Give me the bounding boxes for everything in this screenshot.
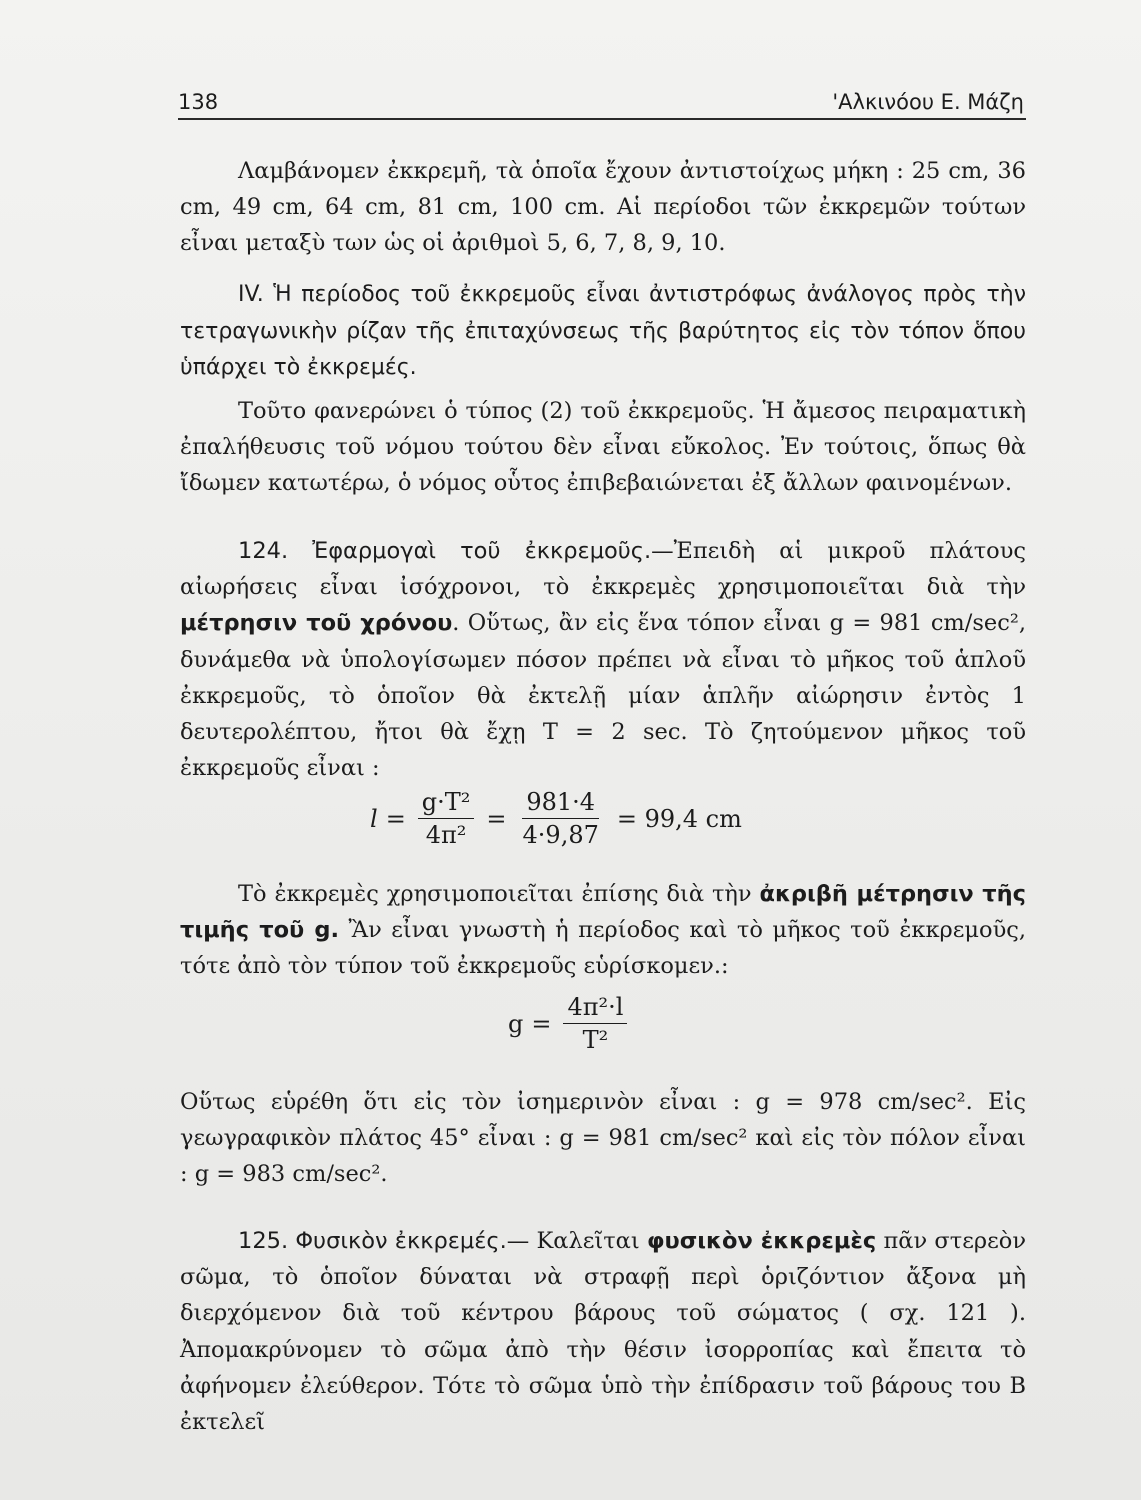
law-iv-paragraph: IV. Ἡ περίοδος τοῦ ἐκκρεμοῦς εἶναι ἀντιστρόφως ἀνάλογος πρὸς τὴν τετραγωνικὴν ρίζαν τῆς ἐπιταχύνσεως τῆς βαρύτητος εἰς τὸν τόπον ὅπου ὑπάρχει τὸ ἐκκρεμές.: [180, 282, 1026, 380]
page-number: 138: [178, 90, 219, 114]
fraction-2-numerator: 981·4: [522, 788, 599, 819]
fraction-2-denominator: 4·9,87: [522, 821, 599, 849]
formula-gravity-eq: =: [531, 1009, 552, 1038]
formula-length-result: = 99,4 cm: [616, 804, 742, 833]
formula-length-lhs: l: [370, 804, 378, 833]
section-125-text-b: πᾶν στερεὸν σῶμα, τὸ ὁποῖον δύναται νὰ στραφῇ περὶ ὁριζόντιον ἄξονα μὴ διερχόμενον διὰ τοῦ κέντρου βάρους τοῦ σώματος ( σχ. 121 ). Ἀπομακρύνομεν τὸ σῶμα ἀπὸ τὴν θέσιν ἰσορροπίας καὶ ἔπειτα τὸ ἀφήνομεν ἐλεύθερον. Τότε τὸ σῶμα ὑπὸ τὴν ἐπίδρασιν τοῦ βάρους του B ἐκτελεῖ: [180, 1228, 1026, 1436]
formula-gravity: [508, 993, 631, 1054]
section-124-text-a: —Ἐπειδὴ αἱ μικροῦ πλάτους αἰωρήσεις εἶναι ἰσόχρονοι, τὸ ἐκκρεμὲς χρησιμοποιεῖται διὰ τὴν: [180, 538, 1027, 601]
g-measurement-text-b: Ἂν εἶναι γνωστὴ ἡ περίοδος καὶ τὸ μῆκος τοῦ ἐκκρεμοῦς, τότε ἀπὸ τὸν τύπον τοῦ ἐκκρεμοῦς εὑρίσκομεν.:: [180, 917, 1026, 980]
section-124-paragraph: [180, 533, 1026, 786]
formula-length-fraction-1: [418, 788, 475, 849]
formula-length-fraction-2: [519, 788, 603, 849]
paragraph-lengths: Λαμβάνομεν ἐκκρεμῆ, τὰ ὁποῖα ἔχουν ἀντιστοίχως μήκη : 25 cm, 36 cm, 49 cm, 64 cm, 81 cm, 100 cm. Αἱ περίοδοι τῶν ἐκκρεμῶν τούτων εἶναι μεταξὺ των ὡς οἱ ἀριθμοὶ 5, 6, 7, 8, 9, 10.: [180, 158, 1026, 257]
gravity-fraction-numerator: 4π²·l: [563, 993, 627, 1024]
paragraph-g-measurement: [180, 876, 1026, 985]
section-125-bold-term: φυσικὸν ἐκκρεμὲς: [646, 1228, 877, 1254]
section-125-paragraph: [180, 1223, 1026, 1440]
section-124-bold-term: μέτρησιν τοῦ χρόνου: [180, 610, 453, 637]
formula-gravity-fraction: [563, 993, 627, 1054]
g-measurement-text-a: Τὸ ἐκκρεμὲς χρησιμοποιεῖται ἐπίσης διὰ τὴν: [238, 881, 752, 907]
section-125-text-a: — Καλεῖται: [506, 1228, 640, 1254]
section-124-text-b: . Οὕτως, ἂν εἰς ἕνα τόπον εἶναι g = 981 cm/sec², δυνάμεθα νὰ ὑπολογίσωμεν πόσον πρέπει νὰ εἶναι τὸ μῆκος τοῦ ἁπλοῦ ἐκκρεμοῦς, τὸ ὁποῖον θὰ ἐκτελῇ μίαν ἁπλῆν αἰώρησιν ἐντὸς 1 δευτερολέπτου, ἤτοι θὰ ἔχῃ T = 2 sec. Τὸ ζητούμενον μῆκος τοῦ ἐκκρεμοῦς εἶναι :: [180, 610, 1026, 782]
formula-gravity-lhs: g: [508, 1009, 524, 1038]
fraction-1-numerator: g·T²: [418, 788, 475, 819]
section-125-heading: 125. Φυσικὸν ἐκκρεμές.: [238, 1228, 507, 1254]
formula-length-eq-2: =: [486, 804, 507, 833]
formula-length: [370, 788, 750, 849]
paragraph-formula-note: Τοῦτο φανερώνει ὁ τύπος (2) τοῦ ἐκκρεμοῦς. Ἡ ἄμεσος πειραματικὴ ἐπαλήθευσις τοῦ νόμου τούτου δὲν εἶναι εὔκολος. Ἐν τούτοις, ὅπως θὰ ἴδωμεν κατωτέρω, ὁ νόμος οὗτος ἐπιβεβαιώνεται ἐξ ἄλλων φαινομένων.: [180, 398, 1026, 497]
running-head: 'Αλκινόου Ε. Μάζη: [832, 90, 1024, 114]
gravity-fraction-denominator: T²: [582, 1026, 609, 1054]
section-124-heading: 124. Ἐφαρμογαὶ τοῦ ἐκκρεμοῦς.: [238, 538, 652, 564]
formula-length-eq: =: [385, 804, 406, 833]
fraction-1-denominator: 4π²: [425, 821, 467, 849]
paragraph-g-values: Οὕτως εὑρέθη ὅτι εἰς τὸν ἰσημερινὸν εἶναι : g = 978 cm/sec². Εἰς γεωγραφικὸν πλάτος 45° εἶναι : g = 981 cm/sec² καὶ εἰς τὸν πόλον εἶναι : g = 983 cm/sec².: [180, 1089, 1026, 1188]
g-measurement-bold-term: ἀκριβῆ μέτρησιν τῆς τιμῆς τοῦ g.: [180, 881, 1026, 944]
page-header: [178, 90, 1026, 120]
